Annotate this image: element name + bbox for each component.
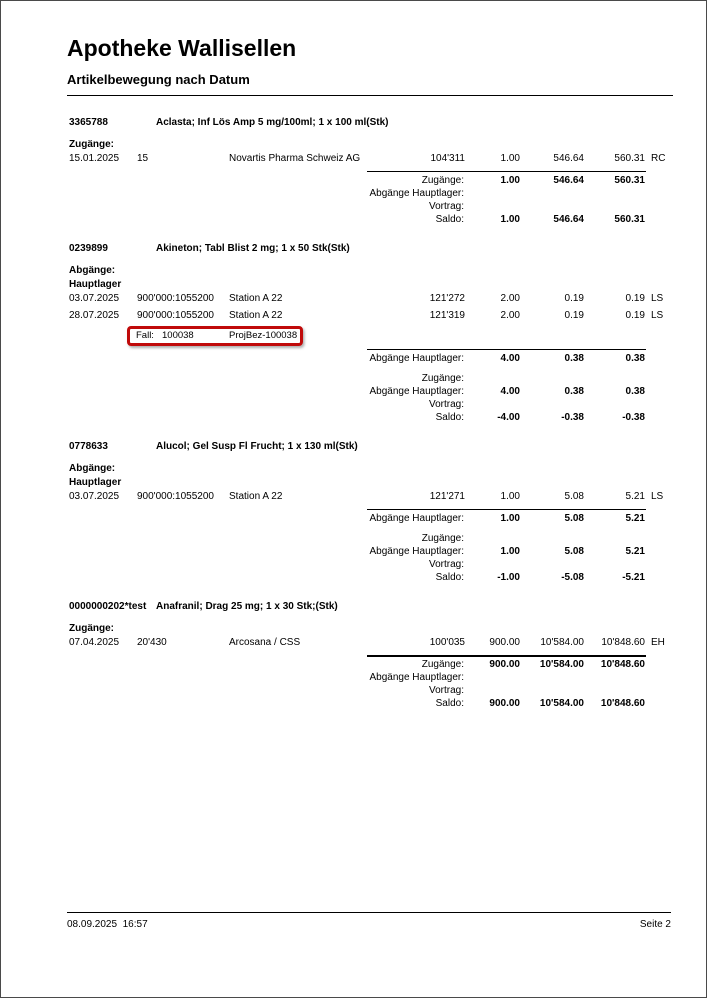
summary-row — [67, 399, 673, 412]
summary-value2: 0.38 — [625, 386, 645, 397]
article-number: 0239899 — [69, 243, 108, 254]
summary-row — [67, 659, 673, 672]
summary-row — [67, 533, 673, 546]
movement-qty: 1.00 — [500, 153, 520, 164]
summary-label: Vortrag: — [428, 559, 464, 570]
movement-value1: 10'584.00 — [540, 637, 584, 648]
summary-value2: 5.21 — [625, 546, 645, 557]
summary-value2: 0.38 — [625, 353, 645, 364]
totals-rule-line — [367, 655, 646, 657]
movement-ref: 15 — [137, 153, 149, 164]
movement-date: 15.01.2025 — [69, 153, 120, 164]
article-name: Aclasta; Inf Lös Amp 5 mg/100ml; 1 x 100 ml(Stk) — [156, 117, 389, 128]
movement-row — [67, 310, 673, 327]
movement-code: LS — [651, 293, 664, 304]
summary-row — [67, 559, 673, 572]
summary-row — [67, 373, 673, 386]
movement-ref: 900'000:1055200 — [137, 310, 214, 321]
article-number: 0778633 — [69, 441, 108, 452]
article-name: Akineton; Tabl Blist 2 mg; 1 x 50 Stk(Stk) — [156, 243, 350, 254]
summary-value1: 546.64 — [553, 214, 584, 225]
summary-value2: 5.21 — [625, 513, 645, 524]
article-section — [67, 601, 673, 711]
summary-value2: -0.38 — [622, 412, 645, 423]
summary-value1: 0.38 — [564, 353, 584, 364]
summary-label: Saldo: — [435, 412, 464, 423]
group-label-row — [67, 623, 673, 637]
summary-qty: 4.00 — [500, 386, 520, 397]
summary-value1: 10'584.00 — [539, 698, 584, 709]
summary-row — [67, 672, 673, 685]
article-section — [67, 243, 673, 425]
movement-row — [67, 491, 673, 508]
movement-qty: 2.00 — [500, 293, 520, 304]
summary-row — [67, 188, 673, 201]
footer-page-number: Seite 2 — [639, 919, 671, 930]
movement-value1: 546.64 — [553, 153, 584, 164]
page-title: Apotheke Wallisellen — [67, 35, 297, 61]
summary-value1: 546.64 — [553, 175, 584, 186]
group-label: Abgänge: — [69, 265, 116, 276]
summary-row — [67, 412, 673, 425]
summary-label: Zugänge: — [421, 533, 464, 544]
movement-ref: 900'000:1055200 — [137, 491, 214, 502]
summary-row — [67, 513, 673, 526]
report-content — [67, 1, 673, 711]
summary-row — [67, 201, 673, 214]
report-body — [67, 117, 673, 711]
summary-qty: 900.00 — [489, 659, 520, 670]
movement-party: Station A 22 — [229, 491, 283, 502]
summary-label: Zugänge: — [421, 373, 464, 384]
summary-label: Vortrag: — [428, 201, 464, 212]
fall-number: 100038 — [162, 330, 194, 341]
group-label: Zugänge: — [69, 139, 114, 150]
summary-value1: 10'584.00 — [539, 659, 584, 670]
article-header-row — [67, 117, 673, 131]
header-rule — [67, 95, 673, 96]
movement-doc-no: 100'035 — [429, 637, 465, 648]
summary-label: Zugänge: — [421, 659, 464, 670]
movement-date: 03.07.2025 — [69, 293, 120, 304]
summary-value2: 560.31 — [614, 214, 645, 225]
movement-code: EH — [651, 637, 665, 648]
summary-label: Abgänge Hauptlager: — [369, 386, 464, 397]
movement-value2: 5.21 — [625, 491, 645, 502]
article-name: Anafranil; Drag 25 mg; 1 x 30 Stk;(Stk) — [156, 601, 338, 612]
summary-value2: 10'848.60 — [600, 659, 645, 670]
summary-row — [67, 698, 673, 711]
summary-qty: 4.00 — [500, 353, 520, 364]
group-label-row — [67, 463, 673, 477]
movement-date: 28.07.2025 — [69, 310, 120, 321]
spacer — [67, 526, 673, 533]
movement-code: LS — [651, 310, 664, 321]
article-name: Alucol; Gel Susp Fl Frucht; 1 x 130 ml(Stk) — [156, 441, 358, 452]
summary-label: Abgänge Hauptlager: — [369, 353, 464, 364]
movement-code: LS — [651, 491, 664, 502]
fall-annotation-row — [67, 327, 673, 348]
summary-label: Abgänge Hauptlager: — [369, 672, 464, 683]
article-header-row — [67, 441, 673, 455]
totals-rule-line — [367, 509, 646, 510]
group-label: Hauptlager — [69, 279, 122, 290]
summary-qty: 1.00 — [500, 175, 520, 186]
summary-row — [67, 214, 673, 227]
totals-rule-line — [367, 171, 646, 172]
movement-date: 03.07.2025 — [69, 491, 120, 502]
summary-label: Abgänge Hauptlager: — [369, 546, 464, 557]
movement-value2: 10'848.60 — [601, 637, 645, 648]
summary-value2: 10'848.60 — [600, 698, 645, 709]
summary-row — [67, 175, 673, 188]
summary-value1: -0.38 — [561, 412, 584, 423]
movement-value1: 0.19 — [564, 310, 584, 321]
summary-row — [67, 685, 673, 698]
summary-label: Abgänge Hauptlager: — [369, 188, 464, 199]
movement-doc-no: 121'272 — [429, 293, 465, 304]
summary-qty: 1.00 — [500, 546, 520, 557]
summary-row — [67, 546, 673, 559]
movement-party: Station A 22 — [229, 310, 283, 321]
summary-label: Vortrag: — [428, 685, 464, 696]
footer-print-datetime: 08.09.2025 16:57 — [67, 919, 148, 930]
movement-doc-no: 104'311 — [430, 153, 465, 164]
movement-doc-no: 121'319 — [429, 310, 465, 321]
movement-value2: 0.19 — [625, 293, 645, 304]
summary-label: Saldo: — [435, 572, 464, 583]
summary-label: Abgänge Hauptlager: — [369, 513, 464, 524]
group-label-row — [67, 139, 673, 153]
fall-highlight-box — [127, 326, 303, 346]
movement-row — [67, 637, 673, 654]
summary-value1: 5.08 — [564, 513, 584, 524]
movement-party: Station A 22 — [229, 293, 283, 304]
group-label: Abgänge: — [69, 463, 116, 474]
summary-value1: 0.38 — [564, 386, 584, 397]
article-section — [67, 441, 673, 585]
movement-value1: 5.08 — [564, 491, 584, 502]
summary-qty: -1.00 — [497, 572, 520, 583]
movement-qty: 900.00 — [489, 637, 520, 648]
movement-party: Novartis Pharma Schweiz AG — [229, 153, 361, 164]
movement-value2: 0.19 — [625, 310, 645, 321]
summary-label: Vortrag: — [428, 399, 464, 410]
movement-row — [67, 153, 673, 170]
footer-rule — [67, 912, 671, 913]
summary-label: Zugänge: — [421, 175, 464, 186]
summary-row — [67, 386, 673, 399]
movement-qty: 1.00 — [500, 491, 520, 502]
article-number: 0000000202*test — [69, 601, 147, 612]
group-label: Zugänge: — [69, 623, 114, 634]
article-section — [67, 117, 673, 227]
report-subtitle: Artikelbewegung nach Datum — [67, 72, 250, 87]
projbez-number: ProjBez-100038 — [229, 330, 298, 341]
movement-row — [67, 293, 673, 310]
group-label-row — [67, 279, 673, 293]
fall-label: Fall: — [136, 330, 154, 341]
movement-value2: 560.31 — [614, 153, 645, 164]
movement-date: 07.04.2025 — [69, 637, 120, 648]
movement-doc-no: 121'271 — [429, 491, 465, 502]
group-label-row — [67, 477, 673, 491]
movement-value1: 0.19 — [564, 293, 584, 304]
summary-value2: 560.31 — [614, 175, 645, 186]
movement-ref: 20'430 — [137, 637, 167, 648]
summary-row — [67, 572, 673, 585]
summary-label: Saldo: — [435, 698, 464, 709]
summary-row — [67, 353, 673, 366]
spacer — [67, 366, 673, 373]
summary-label: Saldo: — [435, 214, 464, 225]
summary-qty: 900.00 — [489, 698, 520, 709]
group-label: Hauptlager — [69, 477, 122, 488]
article-header-row — [67, 243, 673, 257]
movement-code: RC — [651, 153, 666, 164]
group-label-row — [67, 265, 673, 279]
page-footer — [67, 912, 671, 930]
summary-value1: -5.08 — [561, 572, 584, 583]
summary-value1: 5.08 — [564, 546, 584, 557]
summary-qty: 1.00 — [500, 214, 520, 225]
totals-rule-line — [367, 349, 646, 350]
footer-row — [67, 919, 671, 930]
movement-party: Arcosana / CSS — [229, 637, 301, 648]
article-number: 3365788 — [69, 117, 108, 128]
summary-qty: -4.00 — [497, 412, 520, 423]
movement-qty: 2.00 — [500, 310, 520, 321]
article-header-row — [67, 601, 673, 615]
movement-ref: 900'000:1055200 — [137, 293, 214, 304]
summary-value2: -5.21 — [622, 572, 645, 583]
summary-qty: 1.00 — [500, 513, 520, 524]
